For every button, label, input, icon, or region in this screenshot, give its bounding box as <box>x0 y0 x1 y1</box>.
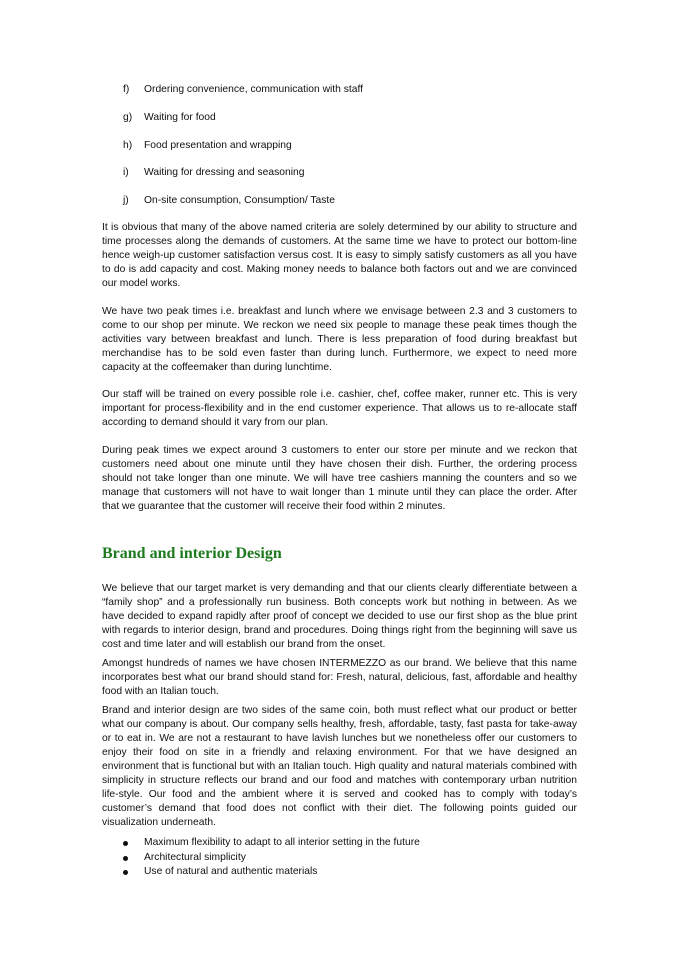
bullet-icon <box>123 856 128 861</box>
bullet-text: Maximum flexibility to adapt to all interior setting in the future <box>144 837 420 848</box>
body-paragraph: Our staff will be trained on every possible role i.e. cashier, chef, coffee maker, runner etc. This is very important for process-flexibility and in the end customer experience. That allows us to re-allocate staff according to demand should it vary from our plan. <box>102 389 577 428</box>
body-paragraph: It is obvious that many of the above named criteria are solely determined by our ability to structure and time processes along the demands of customers. At the same time we have to protect our bottom-line hence weigh-up customer satisfaction versus cost. It is easy to simply satisfy customers as all you have to do is add capacity and cost. Making money needs to balance both factors out and we are convinced our model works. <box>102 222 577 289</box>
list-item-text: Waiting for food <box>144 112 216 123</box>
body-paragraph: We have two peak times i.e. breakfast and lunch where we envisage between 2.3 and 3 customers to come to our shop per minute. We reckon we need six people to manage these peak times though the activities vary between breakfast and lunch. There is less preparation of food during breakfast but merchandise has to be sold even faster than during lunch. Furthermore, we expect to need more capacity at the coffeemaker than during lunchtime. <box>102 306 577 373</box>
bullet-list <box>102 836 577 880</box>
section-paragraph: We believe that our target market is very demanding and that our clients clearly differentiate between a “family shop” and a professionally run business. Both concepts work but nothing in between. As we have decided to expand rapidly after proof of concept we decided to use our first shop as the blue print with regards to interior design, brand and procedures. Doing things right from the beginning will save us cost and time later and will establish our brand from the onset. <box>102 583 577 650</box>
list-item-text: Ordering convenience, communication with staff <box>144 84 364 95</box>
list-item-letter: g) <box>123 112 133 123</box>
bullet-text: Use of natural and authentic materials <box>144 866 318 878</box>
list-item-letter: f) <box>123 84 130 95</box>
bullet-item <box>102 836 577 851</box>
list-item-text: Waiting for dressing and seasoning <box>144 167 305 178</box>
body-paragraph: During peak times we expect around 3 customers to enter our store per minute and we reckon that customers need about one minute until they have chosen their dish. Further, the ordering process should not take longer than one minute. We will have tree cashiers manning the counters and so we manage that customers will not have to wait longer than 1 minute until they can place the order. After that we guarantee that the customer will receive their food within 2 minutes. <box>102 445 577 512</box>
bullet-item <box>102 865 577 880</box>
bullet-icon <box>123 870 128 875</box>
section-heading: Brand and interior Design <box>102 545 282 562</box>
section-paragraph: Amongst hundreds of names we have chosen INTERMEZZO as our brand. We believe that this name incorporates best what our brand should stand for: Fresh, natural, delicious, fast, affordable and healthy food with an Italian touch. <box>102 658 577 697</box>
list-item-letter: j) <box>123 195 129 206</box>
list-item-letter: h) <box>123 140 133 151</box>
list-item-text: On-site consumption, Consumption/ Taste <box>144 195 335 206</box>
bullet-item <box>102 851 577 866</box>
section-paragraph: Brand and interior design are two sides of the same coin, both must reflect what our product or better what our company is about. Our company sells healthy, fresh, affordable, tasty, fast pasta for take-away or to eat in. We are not a restaurant to have lavish lunches but we nonetheless offer our customers to enjoy their food on site in a friendly and relaxing environment. For that we have designed an environment that is functional but with an Italian touch. High quality and natural materials combined with simplicity in structure reflects our brand and our food and matches with contemporary urban nutrition life-style. Our food and the ambient where it is served and cooked has to comply with today’s customer’s demand that food does not conflict with their diet. The following points guided our visualization underneath. <box>102 705 577 828</box>
bullet-text: Architectural simplicity <box>144 851 246 863</box>
bullet-icon <box>123 841 128 846</box>
list-item-letter: i) <box>123 167 129 178</box>
list-item-text: Food presentation and wrapping <box>144 140 292 151</box>
